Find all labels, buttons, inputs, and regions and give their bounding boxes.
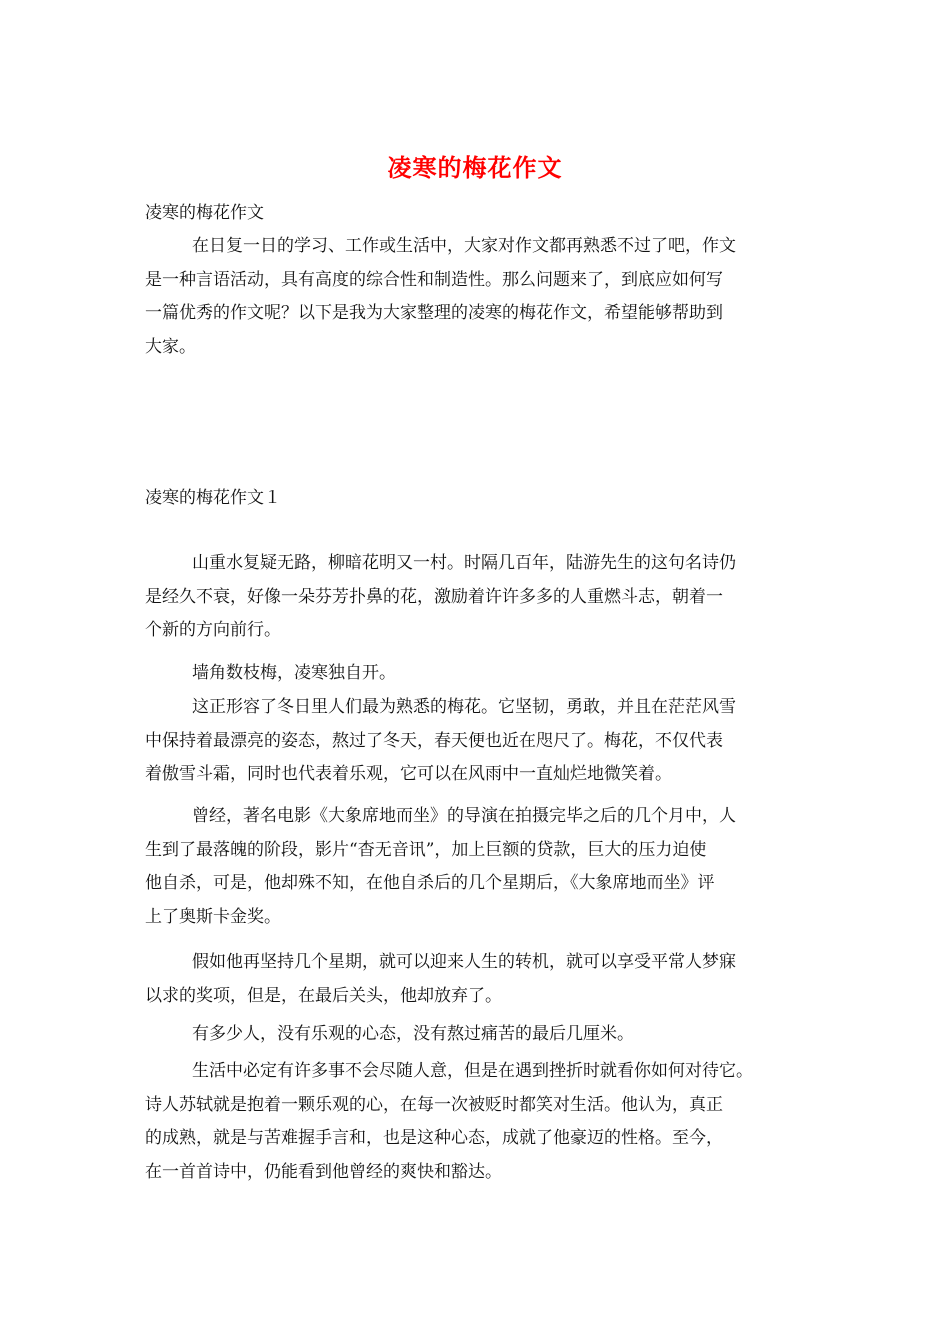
essay-1-paragraph <box>145 1055 825 1189</box>
essay-1-paragraph <box>145 946 825 1013</box>
paragraph-line: 上了奥斯卡金奖。 <box>145 906 281 927</box>
essay-1-paragraph <box>145 691 825 792</box>
paragraph-line: 这正形容了冬日里人们最为熟悉的梅花。它坚韧，勇敢，并且在茫茫风雪 <box>192 697 736 717</box>
intro-heading: 凌寒的梅花作文 <box>145 203 264 223</box>
essay-1-paragraph <box>145 1018 825 1052</box>
paragraph-line: 山重水复疑无路，柳暗花明又一村。时隔几百年，陆游先生的这句名诗仍 <box>192 553 736 573</box>
paragraph-line: 着傲雪斗霜，同时也代表着乐观，它可以在风雨中一直灿烂地微笑着。 <box>145 764 672 784</box>
paragraph-line: 诗人苏轼就是抱着一颗乐观的心，在每一次被贬时都笑对生活。他认为，真正 <box>145 1094 723 1115</box>
paragraph-line: 有多少人，没有乐观的心态，没有熬过痛苦的最后几厘米。 <box>192 1024 634 1044</box>
paragraph-line: 生到了最落魄的阶段，影片“杳无音讯”，加上巨额的贷款，巨大的压力迫使 <box>145 839 707 860</box>
essay-1-paragraph <box>145 657 825 691</box>
paragraph-line: 中保持着最漂亮的姿态，熬过了冬天，春天便也近在咫尺了。梅花，不仅代表 <box>145 730 723 751</box>
paragraph-line: 在日复一日的学习、工作或生活中，大家对作文都再熟悉不过了吧，作文 <box>192 236 736 256</box>
paragraph-line: 一篇优秀的作文呢？以下是我为大家整理的凌寒的梅花作文，希望能够帮助到 <box>145 303 723 323</box>
paragraph-line: 是一种言语活动，具有高度的综合性和制造性。那么问题来了，到底应如何写 <box>145 269 723 290</box>
paragraph-line: 假如他再坚持几个星期，就可以迎来人生的转机，就可以享受平常人梦寐 <box>192 952 736 972</box>
paragraph-line: 在一首首诗中，仍能看到他曾经的爽快和豁达。 <box>145 1161 502 1182</box>
essay-1-paragraph <box>145 547 825 648</box>
essay-1-paragraph <box>145 800 825 934</box>
intro-paragraph <box>145 230 825 364</box>
paragraph-line: 是经久不衰，好像一朵芬芳扑鼻的花，激励着许许多多的人重燃斗志，朝着一 <box>145 586 723 607</box>
paragraph-line: 的成熟，就是与苦难握手言和，也是这种心态，成就了他豪迈的性格。至今， <box>145 1128 723 1148</box>
paragraph-line: 大家。 <box>145 336 196 357</box>
paragraph-line: 他自杀，可是，他却殊不知，在他自杀后的几个星期后，《大象席地而坐》评 <box>145 873 715 893</box>
paragraph-line: 生活中必定有许多事不会尽随人意，但是在遇到挫折时就看你如何对待它。 <box>192 1061 753 1081</box>
essay-1-heading: 凌寒的梅花作文１ <box>145 488 281 508</box>
paragraph-line: 以求的奖项，但是，在最后关头，他却放弃了。 <box>145 985 502 1006</box>
paragraph-line: 曾经，著名电影《大象席地而坐》的导演在拍摄完毕之后的几个月中，人 <box>192 806 736 826</box>
paragraph-line: 个新的方向前行。 <box>145 620 281 640</box>
document-title: 凌寒的梅花作文 <box>387 153 563 182</box>
paragraph-line: 墙角数枝梅，凌寒独自开。 <box>192 663 396 683</box>
